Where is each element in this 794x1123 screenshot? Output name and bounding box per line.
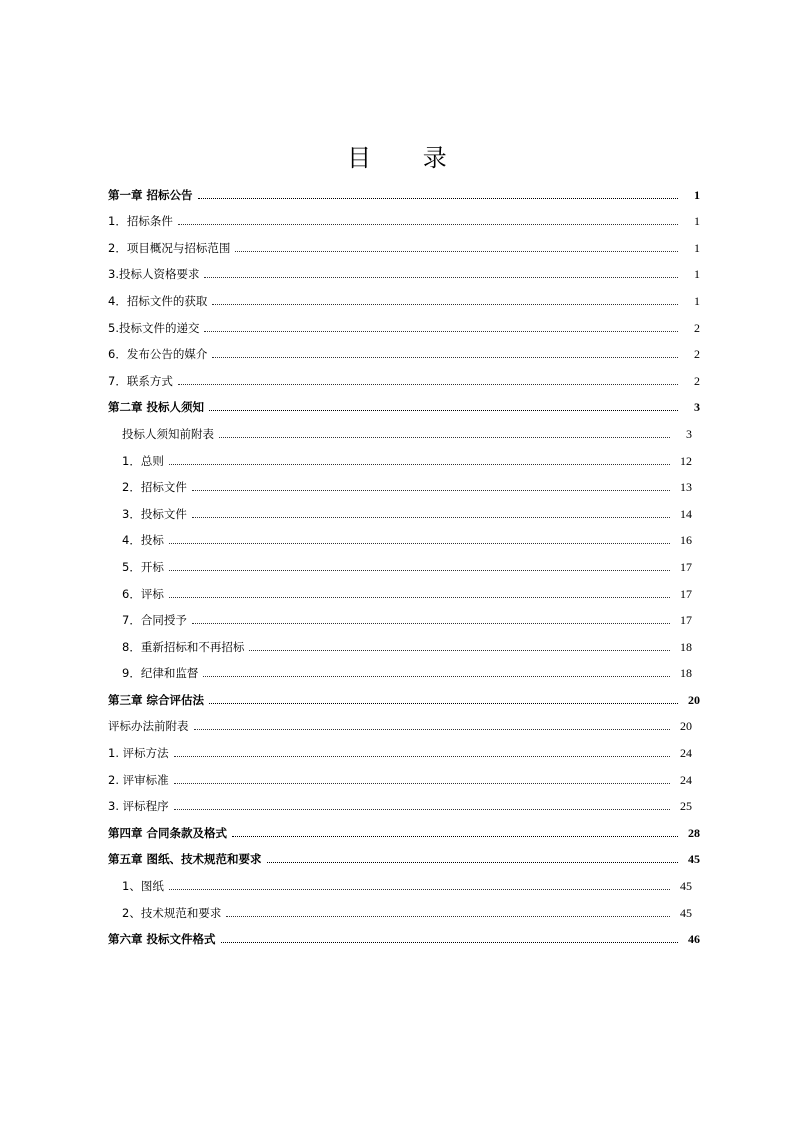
toc-entry-page-number: 14 xyxy=(680,506,692,521)
toc-entry-label: 7．合同授予 xyxy=(122,613,187,628)
toc-chapter-entry[interactable] xyxy=(108,393,700,420)
toc-entry-page-number: 17 xyxy=(680,559,692,574)
toc-entry-page-number: 20 xyxy=(680,719,692,734)
toc-section-entry[interactable] xyxy=(108,606,700,633)
toc-section-entry[interactable] xyxy=(108,579,700,606)
toc-section-entry[interactable] xyxy=(108,366,700,393)
toc-entry-label: 4．投标 xyxy=(122,533,164,548)
toc-entry-label: 2. 评审标准 xyxy=(108,772,169,787)
toc-entry-label: 3.投标人资格要求 xyxy=(108,267,200,282)
dot-leader xyxy=(174,809,670,810)
toc-section-entry[interactable] xyxy=(108,446,700,473)
dot-leader xyxy=(174,756,670,757)
toc-entry-page-number: 45 xyxy=(680,879,692,894)
toc-section-entry[interactable] xyxy=(108,313,700,340)
toc-entry-label: 第四章 合同条款及格式 xyxy=(108,825,228,840)
dot-leader xyxy=(212,304,678,305)
toc-entry-page-number: 12 xyxy=(680,453,692,468)
dot-leader xyxy=(192,517,670,518)
toc-title: 目 录 xyxy=(347,144,469,172)
toc-entry-page-number: 16 xyxy=(680,533,692,548)
toc-entry-label: 第六章 投标文件格式 xyxy=(108,932,216,947)
dot-leader xyxy=(169,570,670,571)
toc-chapter-entry[interactable] xyxy=(108,925,700,952)
dot-leader xyxy=(203,676,670,677)
toc-section-entry[interactable] xyxy=(108,792,700,819)
dot-leader xyxy=(198,198,678,199)
toc-entry-page-number: 3 xyxy=(686,426,692,441)
toc-entry-label: 评标办法前附表 xyxy=(108,719,189,734)
toc-entry-page-number: 2 xyxy=(694,347,700,362)
dot-leader xyxy=(194,729,671,730)
toc-entry-label: 8．重新招标和不再招标 xyxy=(122,639,245,654)
dot-leader xyxy=(249,650,670,651)
toc-entry-label: 2．项目概况与招标范围 xyxy=(108,240,231,255)
toc-section-entry[interactable] xyxy=(108,712,700,739)
toc-entry-page-number: 45 xyxy=(688,852,700,867)
toc-entry-label: 7．联系方式 xyxy=(108,373,173,388)
toc-entry-label: 2．招标文件 xyxy=(122,480,187,495)
dot-leader xyxy=(169,543,670,544)
table-of-contents xyxy=(108,180,700,951)
toc-section-entry[interactable] xyxy=(108,499,700,526)
toc-entry-page-number: 1 xyxy=(694,293,700,308)
dot-leader xyxy=(235,251,678,252)
toc-chapter-entry[interactable] xyxy=(108,180,700,207)
toc-entry-label: 第三章 综合评估法 xyxy=(108,692,205,707)
dot-leader xyxy=(169,889,670,890)
dot-leader xyxy=(219,437,670,438)
toc-entry-label: 3. 评标程序 xyxy=(108,799,169,814)
toc-entry-label: 5.投标文件的递交 xyxy=(108,320,200,335)
toc-entry-page-number: 28 xyxy=(688,825,700,840)
toc-entry-label: 5．开标 xyxy=(122,559,164,574)
toc-entry-page-number: 17 xyxy=(680,613,692,628)
toc-entry-label: 1. 评标方法 xyxy=(108,746,169,761)
dot-leader xyxy=(226,916,670,917)
dot-leader xyxy=(267,862,678,863)
toc-entry-label: 9．纪律和监督 xyxy=(122,666,199,681)
toc-entry-page-number: 46 xyxy=(688,932,700,947)
toc-entry-label: 3．投标文件 xyxy=(122,506,187,521)
dot-leader xyxy=(232,836,678,837)
toc-entry-page-number: 1 xyxy=(694,240,700,255)
toc-entry-label: 1、图纸 xyxy=(122,879,164,894)
toc-section-entry[interactable] xyxy=(108,473,700,500)
dot-leader xyxy=(178,384,678,385)
dot-leader xyxy=(209,703,678,704)
toc-section-entry[interactable] xyxy=(108,260,700,287)
toc-entry-page-number: 17 xyxy=(680,586,692,601)
toc-section-entry[interactable] xyxy=(108,871,700,898)
toc-entry-page-number: 24 xyxy=(680,772,692,787)
toc-entry-page-number: 2 xyxy=(694,320,700,335)
toc-entry-label: 2、技术规范和要求 xyxy=(122,905,222,920)
toc-chapter-entry[interactable] xyxy=(108,818,700,845)
toc-entry-page-number: 20 xyxy=(688,692,700,707)
toc-section-entry[interactable] xyxy=(108,340,700,367)
toc-chapter-entry[interactable] xyxy=(108,685,700,712)
toc-section-entry[interactable] xyxy=(108,898,700,925)
toc-entry-label: 1．招标条件 xyxy=(108,214,173,229)
toc-entry-label: 第五章 图纸、技术规范和要求 xyxy=(108,852,262,867)
toc-entry-page-number: 18 xyxy=(680,639,692,654)
toc-section-entry[interactable] xyxy=(108,207,700,234)
toc-entry-label: 第二章 投标人须知 xyxy=(108,400,205,415)
dot-leader xyxy=(178,224,678,225)
toc-entry-page-number: 2 xyxy=(694,373,700,388)
dot-leader xyxy=(169,464,670,465)
toc-entry-page-number: 1 xyxy=(694,214,700,229)
toc-entry-page-number: 45 xyxy=(680,905,692,920)
toc-chapter-entry[interactable] xyxy=(108,845,700,872)
toc-entry-label: 1．总则 xyxy=(122,453,164,468)
toc-section-entry[interactable] xyxy=(108,419,700,446)
toc-entry-label: 6．评标 xyxy=(122,586,164,601)
dot-leader xyxy=(209,410,678,411)
toc-section-entry[interactable] xyxy=(108,286,700,313)
dot-leader xyxy=(174,783,670,784)
dot-leader xyxy=(169,597,670,598)
toc-section-entry[interactable] xyxy=(108,632,700,659)
toc-entry-page-number: 24 xyxy=(680,746,692,761)
toc-section-entry[interactable] xyxy=(108,659,700,686)
toc-section-entry[interactable] xyxy=(108,552,700,579)
toc-section-entry[interactable] xyxy=(108,526,700,553)
toc-entry-page-number: 1 xyxy=(694,267,700,282)
toc-section-entry[interactable] xyxy=(108,765,700,792)
toc-entry-page-number: 1 xyxy=(694,187,700,202)
toc-entry-label: 4．招标文件的获取 xyxy=(108,293,208,308)
dot-leader xyxy=(192,490,670,491)
toc-entry-page-number: 25 xyxy=(680,799,692,814)
toc-entry-page-number: 13 xyxy=(680,480,692,495)
dot-leader xyxy=(204,331,678,332)
dot-leader xyxy=(212,357,678,358)
dot-leader xyxy=(204,277,678,278)
toc-entry-label: 第一章 招标公告 xyxy=(108,187,193,202)
toc-entry-page-number: 18 xyxy=(680,666,692,681)
dot-leader xyxy=(192,623,670,624)
toc-section-entry[interactable] xyxy=(108,738,700,765)
dot-leader xyxy=(221,942,678,943)
toc-section-entry[interactable] xyxy=(108,233,700,260)
toc-entry-label: 投标人须知前附表 xyxy=(122,426,214,441)
toc-entry-label: 6．发布公告的媒介 xyxy=(108,347,208,362)
toc-entry-page-number: 3 xyxy=(694,400,700,415)
